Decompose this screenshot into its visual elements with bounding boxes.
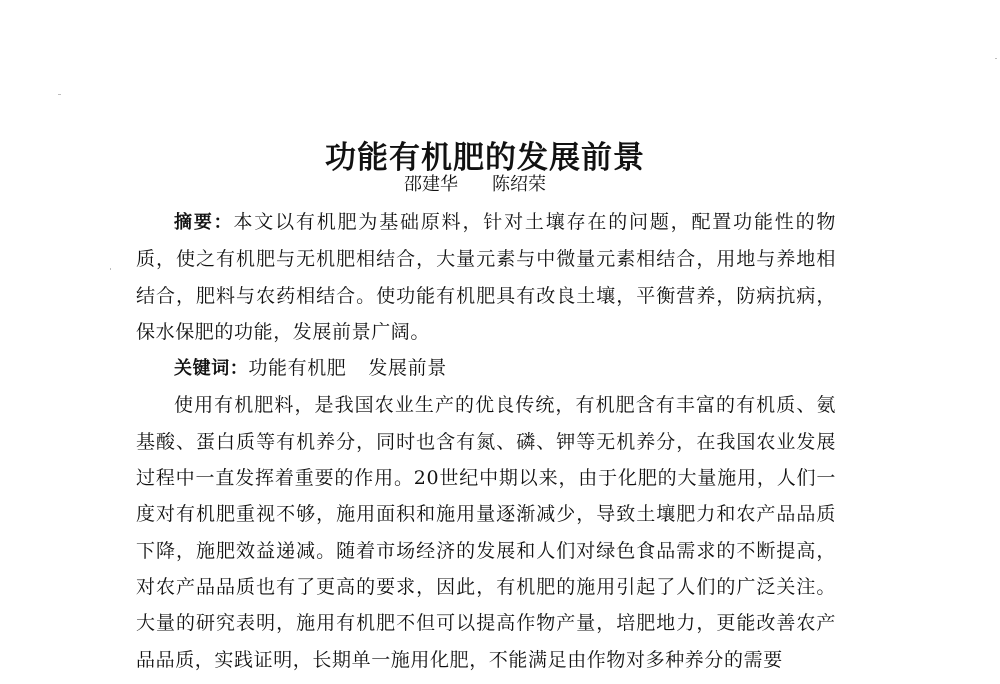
keyword: 发展前景 — [368, 357, 447, 380]
author-line — [404, 171, 546, 199]
abstract-text: 本文以有机肥为基础原料，针对土壤存在的问题，配置功能性的物质，使之有机肥与无机肥相结合，大量元素与中微量元素相结合，用地与养地相结合，肥料与农药相结合。使功能有机肥具有改良土壤，平衡营养，防病抗病，保水保肥的功能，发展前景广阔。 — [136, 211, 836, 343]
scan-speck — [58, 94, 61, 95]
scan-speck — [110, 268, 111, 270]
scan-speck — [995, 58, 997, 59]
keyword: 功能有机肥 — [248, 357, 347, 380]
keywords-paragraph — [136, 350, 836, 387]
article-body — [136, 204, 836, 678]
body-paragraph: 使用有机肥料，是我国农业生产的优良传统，有机肥含有丰富的有机质、氨基酸、蛋白质等有机养分，同时也含有氮、磷、钾等无机养分，在我国农业发展过程中一直发挥着重要的作用。20世纪中期以来，由于化肥的大量施用，人们一度对有机肥重视不够，施用面积和施用量逐渐减少，导致土壤肥力和农产品品质下降，施肥效益递减。随着市场经济的发展和人们对绿色食品需求的不断提高，对农产品品质也有了更高的要求，因此，有机肥的施用引起了人们的广泛关注。大量的研究表明，施用有机肥不但可以提高作物产量，培肥地力，更能改善农产品品质，实践证明，长期单一施用化肥，不能满足由作物对多种养分的需要 — [136, 394, 836, 671]
abstract-label: 摘要： — [174, 212, 234, 233]
abstract-paragraph — [136, 204, 836, 350]
keywords-label: 关键词： — [174, 358, 249, 380]
article-title: 功能有机肥的发展前景 — [325, 139, 645, 176]
author-name: 陈绍荣 — [492, 174, 546, 195]
author-name: 邵建华 — [404, 174, 458, 195]
